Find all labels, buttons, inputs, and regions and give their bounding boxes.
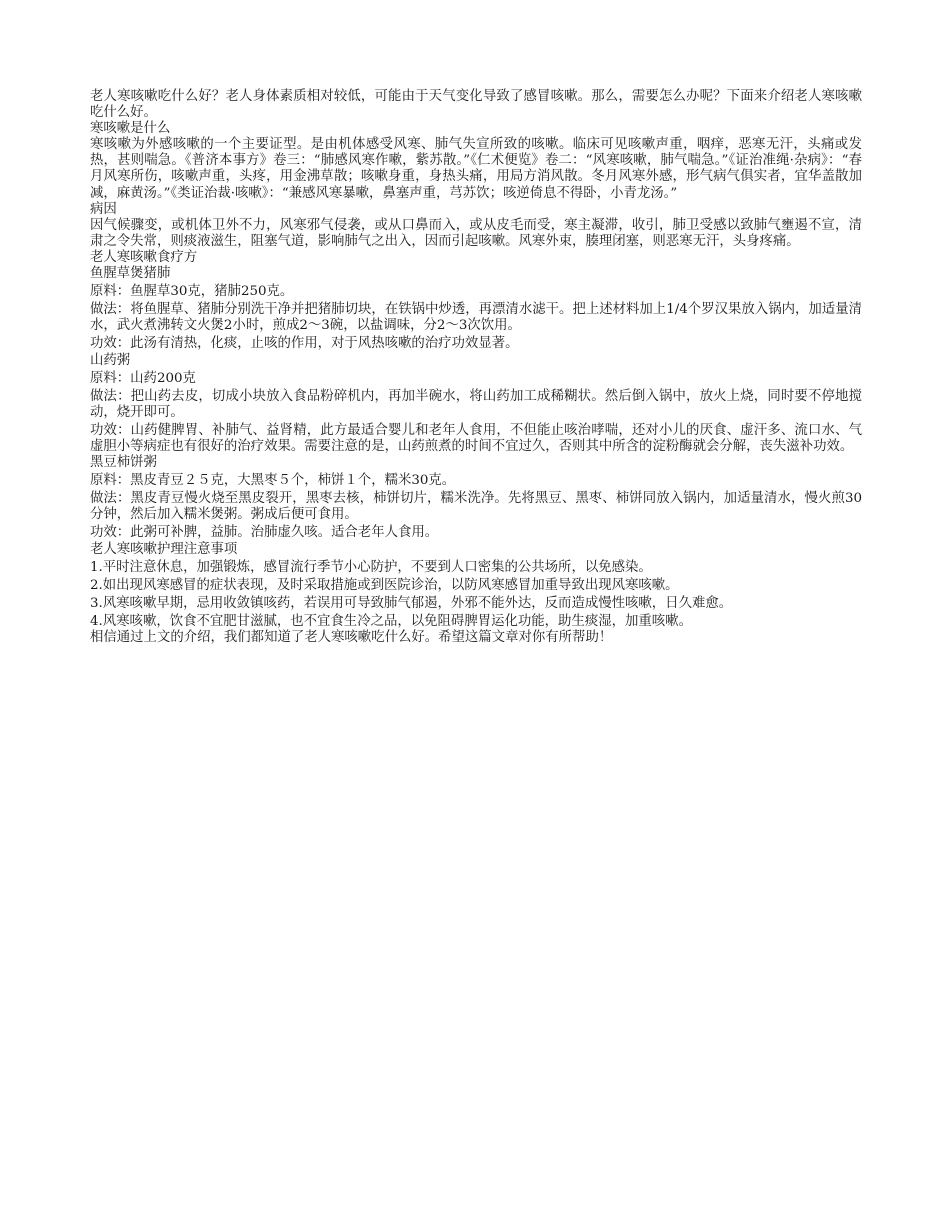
recipe-2-effect: 功效：山药健脾胃、补肺气、益肾精，此方最适合婴儿和老年人食用，不但能止咳治哮喘，还对小儿的厌食、虚汗多、流口水、气虚胆小等病症也有很好的治疗效果。需要注意的是，山药煎煮的时间不宜过久，否则其中所含的淀粉酶就会分解，丧失滋补功效。 xyxy=(90,422,862,454)
article xyxy=(90,89,862,646)
care-item-2: 2.如出现风寒感冒的症状表现，及时采取措施或到医院诊治，以防风寒感冒加重导致出现风寒咳嗽。 xyxy=(90,577,679,593)
recipe-2-name: 山药粥 xyxy=(90,352,131,368)
recipe-2-ingredients: 原料：山药200克 xyxy=(90,370,196,386)
section-heading-what-is: 寒咳嗽是什么 xyxy=(90,121,171,137)
recipe-1-ingredients: 原料：鱼腥草30克，猪肺250克。 xyxy=(90,284,294,300)
recipe-3-name: 黑豆柿饼粥 xyxy=(90,455,157,471)
recipe-3-effect: 功效：此粥可补脾，益肺。治肺虚久咳。适合老年人食用。 xyxy=(90,525,439,541)
recipe-1-method: 做法：将鱼腥草、猪肺分别洗干净并把猪肺切块，在铁锅中炒透，再漂清水滤干。把上述材料加上1/4个罗汉果放入锅内，加适量清水，武火煮沸转文火煲2小时，煎成2～3碗，以盐调味，分2～3次饮用。 xyxy=(90,302,862,334)
section-heading-cause: 病因 xyxy=(90,201,117,217)
conclusion-paragraph: 相信通过上文的介绍，我们都知道了老人寒咳嗽吃什么好。希望这篇文章对你有所帮助！ xyxy=(90,630,613,645)
care-item-3: 3.风寒咳嗽早期，忌用收敛镇咳药，若误用可导致肺气郁遏，外邪不能外达，反而造成慢性咳嗽，日久难愈。 xyxy=(90,595,733,611)
recipe-1-effect: 功效：此汤有清热，化痰，止咳的作用，对于风热咳嗽的治疗功效显著。 xyxy=(90,336,519,352)
recipe-3-ingredients: 原料：黑皮青豆２５克，大黑枣５个，柿饼１个，糯米30克。 xyxy=(90,473,456,489)
recipe-1-name: 鱼腥草煲猪肺 xyxy=(90,266,171,282)
intro-paragraph: 老人寒咳嗽吃什么好？老人身体素质相对较低，可能由于天气变化导致了感冒咳嗽。那么，需要怎么办呢？下面来介绍老人寒咳嗽吃什么好。 xyxy=(90,89,862,121)
care-item-1: 1.平时注意休息，加强锻炼，感冒流行季节小心防护，不要到人口密集的公共场所，以免感染。 xyxy=(90,559,652,575)
section-heading-care: 老人寒咳嗽护理注意事项 xyxy=(90,541,238,557)
recipe-3-method: 做法：黑皮青豆慢火烧至黑皮裂开，黑枣去核，柿饼切片，糯米洗净。先将黑豆、黑枣、柿饼同放入锅内，加适量清水，慢火煎30分钟，然后加入糯米煲粥。粥成后便可食用。 xyxy=(90,491,862,523)
section-body-what-is: 寒咳嗽为外感咳嗽的一个主要证型。是由机体感受风寒、肺气失宣所致的咳嗽。临床可见咳嗽声重，咽痒，恶寒无汗，头痛或发热，甚则喘急。《普济本事方》卷三：“肺感风寒作嗽，紫苏散。”《仁术便览》卷二：“风寒咳嗽，肺气喘急。”《证治准绳·杂病》：“春月风寒所伤，咳嗽声重，头疼，用金沸草散；咳嗽身重，身热头痛，用局方消风散。冬月风寒外感，形气病气俱实者，宜华盖散加减，麻黄汤。”《类证治裁·咳嗽》：“兼感风寒暴嗽，鼻塞声重，芎苏饮；咳逆倚息不得卧，小青龙汤。” xyxy=(90,137,862,201)
care-item-4: 4.风寒咳嗽，饮食不宜肥甘滋腻，也不宜食生冷之品，以免阻碍脾胃运化功能，助生痰湿，加重咳嗽。 xyxy=(90,613,692,629)
recipe-2-method: 做法：把山药去皮，切成小块放入食品粉碎机内，再加半碗水，将山药加工成稀糊状。然后倒入锅中，放火上烧，同时要不停地搅动，烧开即可。 xyxy=(90,388,862,420)
section-heading-recipes: 老人寒咳嗽食疗方 xyxy=(90,249,198,265)
section-body-cause: 因气候骤变，或机体卫外不力，风寒邪气侵袭，或从口鼻而入，或从皮毛而受，寒主凝滞，收引，肺卫受感以致肺气壅遏不宣，清肃之令失常，则痰液滋生，阻塞气道，影响肺气之出入，因而引起咳嗽。风寒外束，腠理闭塞，则恶寒无汗，头身疼痛。 xyxy=(90,217,862,249)
